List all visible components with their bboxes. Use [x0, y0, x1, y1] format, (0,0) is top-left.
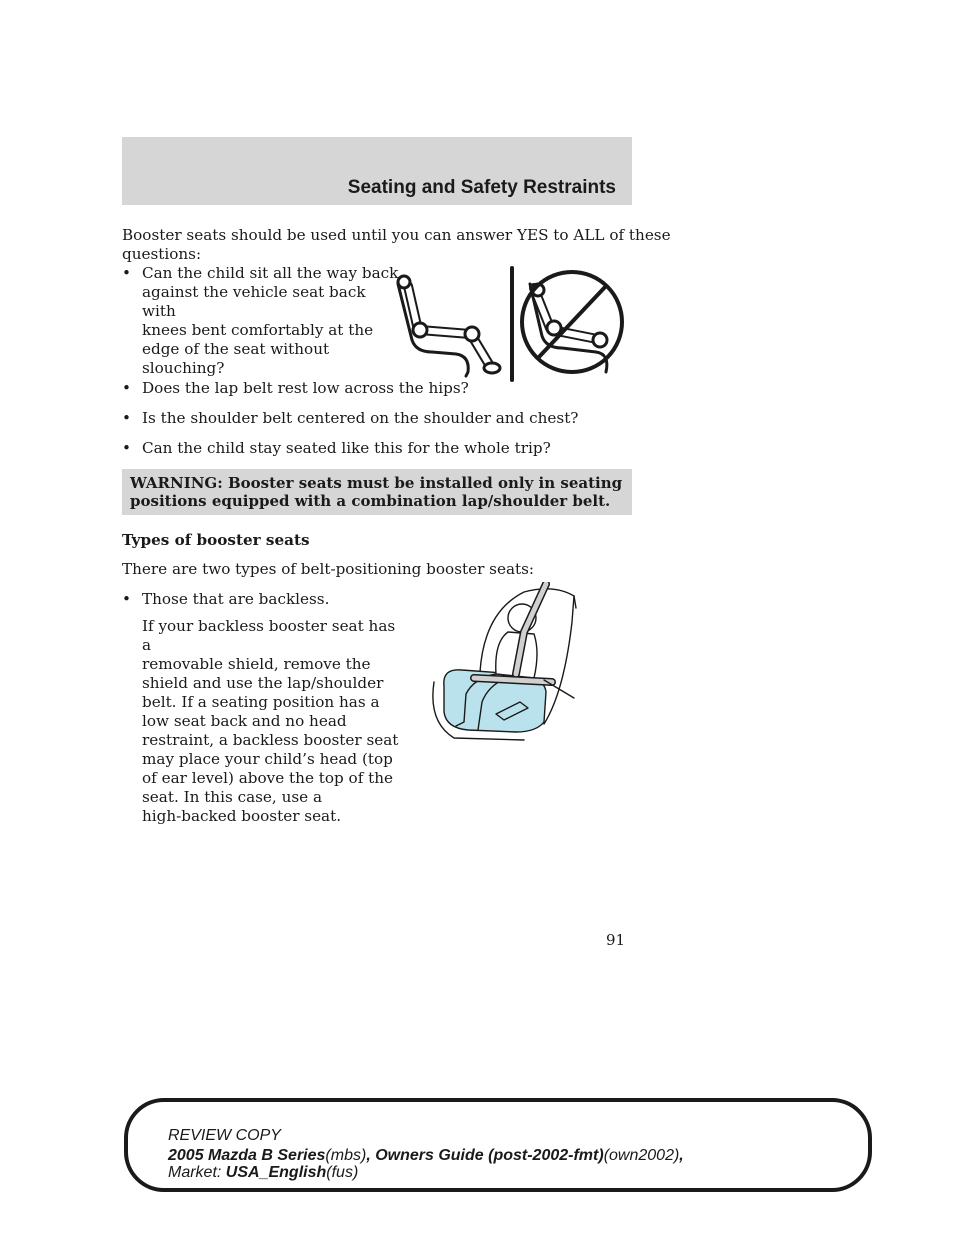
bullet-dot: •: [122, 439, 131, 457]
head-circle: [398, 276, 410, 288]
bullet-item: [122, 409, 632, 429]
bullet-dot: •: [122, 590, 131, 608]
footer-line-2: [168, 1147, 684, 1165]
knee-joint: [465, 327, 479, 341]
bullet-text: Those that are backless.: [142, 590, 330, 608]
warning-box: [122, 469, 632, 515]
bullet-item: [122, 590, 422, 610]
bullet-text: Is the shoulder belt centered on the shoulder and chest?: [142, 409, 579, 427]
section-title: Seating and Safety Restraints: [347, 177, 616, 198]
backless-paragraph: If your backless booster seat has a removable shield, remove the shield and use the lap/shoulder belt. If a seating position has a low seat back and no head restraint, a backless booster seat may place your child’s head (top of ear level) above the top of the seat. In this case, use a high-backed booster seat.: [142, 617, 399, 825]
footer-model-code: (mbs): [325, 1147, 367, 1164]
footer-market-label: Market:: [168, 1164, 226, 1181]
bullet-item: [122, 379, 632, 399]
footer-line-3: [168, 1164, 358, 1182]
footer-comma: ,: [679, 1147, 684, 1164]
bullet-dot: •: [122, 379, 131, 397]
bullet-item: [122, 264, 402, 377]
footer-line-1: REVIEW COPY: [168, 1127, 281, 1144]
footer-market-code: (fus): [326, 1164, 359, 1181]
foot: [484, 363, 500, 373]
footer-market: USA_English: [225, 1164, 327, 1181]
bullet-dot: •: [122, 264, 131, 282]
bullet-text: Can the child sit all the way back against the vehicle seat back with knees bent comfortably at the edge of the seat without slouching?: [142, 264, 399, 377]
seating-posture-illustration: [392, 262, 632, 382]
warning-text: WARNING: Booster seats must be installed only in seating positions equipped with a combination lap/shoulder belt.: [130, 474, 623, 510]
bullet-text: Does the lap belt rest low across the hips?: [142, 379, 469, 397]
section-header-band: [122, 137, 632, 205]
bullet-text: Can the child stay seated like this for the whole trip?: [142, 439, 551, 457]
footer-guide-code: (own2002): [603, 1147, 680, 1164]
review-copy-footer: [124, 1098, 872, 1192]
types-intro: There are two types of belt-positioning booster seats:: [122, 560, 535, 578]
backless-booster-illustration: [424, 582, 584, 742]
types-heading: Types of booster seats: [122, 531, 310, 549]
bullet-dot: •: [122, 409, 131, 427]
page-number: 91: [606, 931, 626, 949]
footer-guide: , Owners Guide (post-2002-fmt): [366, 1147, 604, 1164]
hip-joint: [413, 323, 427, 337]
bullet-item: [122, 439, 632, 459]
footer-model: 2005 Mazda B Series: [168, 1147, 326, 1164]
intro-line-2: questions:: [122, 245, 202, 263]
intro-line-1: Booster seats should be used until you can answer YES to ALL of these: [122, 226, 671, 244]
